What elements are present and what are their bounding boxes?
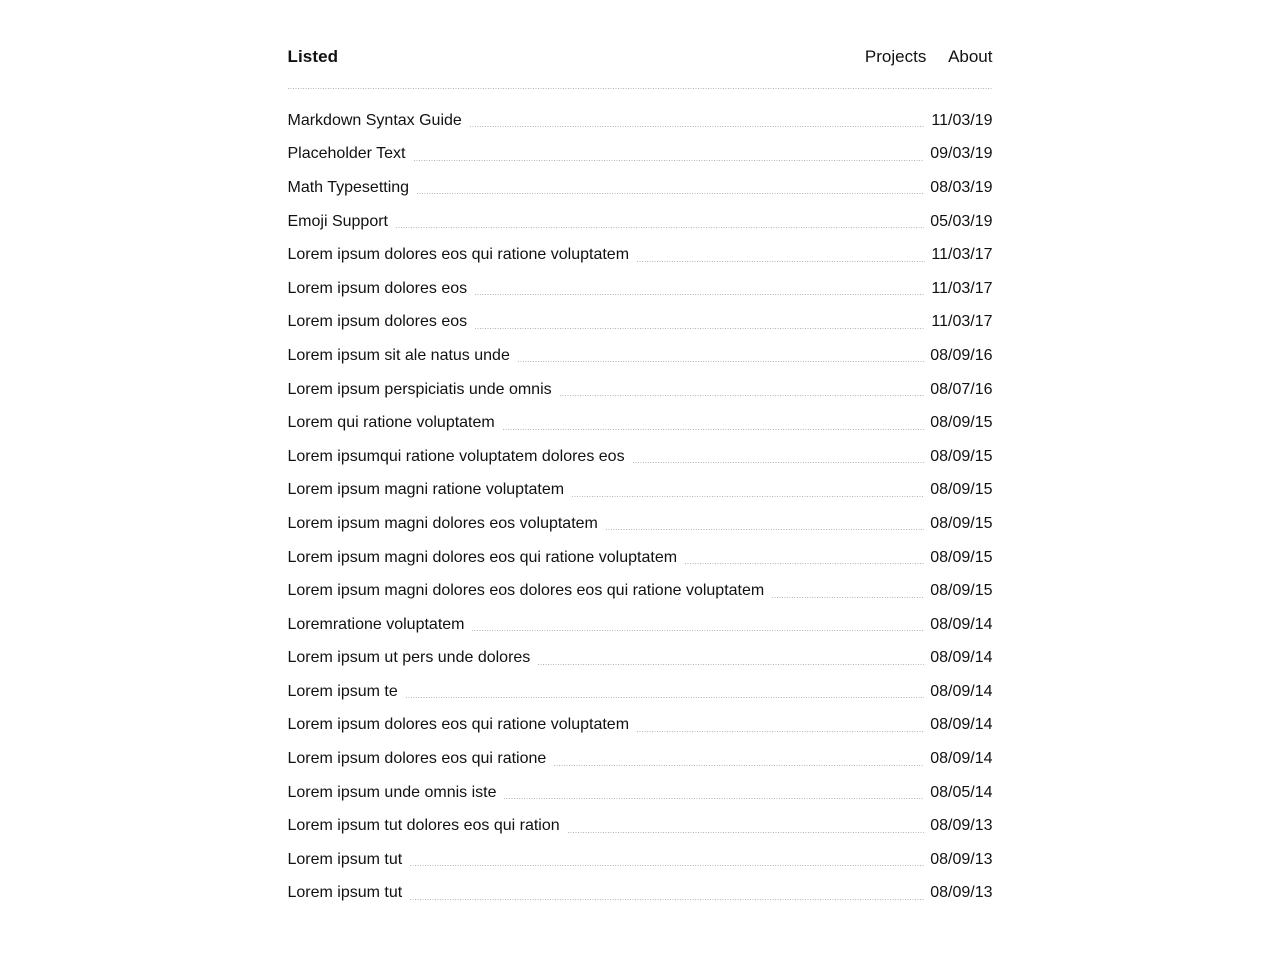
post-title-link[interactable]: Lorem ipsum magni dolores eos voluptatem <box>287 514 598 532</box>
post-date: 08/03/19 <box>930 178 993 196</box>
dotted-leader <box>504 798 924 799</box>
post-title-link[interactable]: Emoji Support <box>287 212 388 230</box>
post-list-item <box>288 171 993 205</box>
site-header <box>288 47 993 66</box>
dotted-leader <box>417 193 924 194</box>
dotted-leader <box>637 261 925 262</box>
post-list-item <box>288 608 993 642</box>
post-list-item <box>288 272 993 306</box>
post-date: 08/09/15 <box>930 447 993 465</box>
post-list-item <box>288 776 993 810</box>
post-date: 08/09/13 <box>930 817 993 835</box>
dotted-leader <box>414 160 925 161</box>
post-list-item <box>288 709 993 743</box>
dotted-leader <box>772 597 924 598</box>
post-date: 11/03/17 <box>931 279 993 297</box>
dotted-leader <box>554 765 924 766</box>
post-date: 08/09/15 <box>930 548 993 566</box>
post-date: 08/05/14 <box>930 783 993 801</box>
post-title-link[interactable]: Lorem ipsum dolores eos qui ratione voluptatem <box>287 716 630 734</box>
post-list <box>288 104 993 910</box>
dotted-leader <box>410 899 924 900</box>
dotted-leader <box>475 328 925 329</box>
post-title-link[interactable]: Lorem ipsum dolores eos <box>287 313 468 331</box>
post-title-link[interactable]: Lorem ipsum unde omnis iste <box>287 783 497 801</box>
post-title-link[interactable]: Lorem qui ratione voluptatem <box>287 414 495 432</box>
post-list-item <box>288 742 993 776</box>
dotted-leader <box>633 462 925 463</box>
post-title-link[interactable]: Math Typesetting <box>287 178 410 196</box>
dotted-leader <box>406 697 924 698</box>
post-date: 08/09/13 <box>930 850 993 868</box>
post-title-link[interactable]: Markdown Syntax Guide <box>287 111 462 129</box>
post-title-link[interactable]: Lorem ipsum perspiciatis unde omnis <box>287 380 552 398</box>
post-list-item <box>288 675 993 709</box>
post-list-item <box>288 507 993 541</box>
dotted-leader <box>572 496 924 497</box>
post-date: 08/09/14 <box>930 716 993 734</box>
dotted-leader <box>396 227 924 228</box>
dotted-leader <box>475 294 925 295</box>
post-list-item <box>288 541 993 575</box>
site-nav <box>848 47 993 66</box>
post-title-link[interactable]: Lorem ipsum sit ale natus unde <box>287 346 510 364</box>
dotted-leader <box>637 731 924 732</box>
dotted-leader <box>538 664 924 665</box>
post-list-item <box>288 104 993 138</box>
post-date: 08/09/14 <box>930 682 993 700</box>
post-title-link[interactable]: Lorem ipsum dolores eos qui ratione <box>287 750 547 768</box>
post-list-item <box>288 238 993 272</box>
post-date: 08/09/15 <box>930 481 993 499</box>
post-date: 05/03/19 <box>930 212 993 230</box>
post-title-link[interactable]: Loremratione voluptatem <box>287 615 465 633</box>
post-list-item <box>288 306 993 340</box>
nav-about[interactable]: About <box>948 47 993 66</box>
post-title-link[interactable]: Lorem ipsum dolores eos <box>287 279 468 297</box>
post-date: 11/03/17 <box>931 246 993 264</box>
post-list-item <box>288 373 993 407</box>
post-date: 08/09/15 <box>930 414 993 432</box>
post-list-item <box>288 205 993 239</box>
post-title-link[interactable]: Lorem ipsum te <box>287 682 398 700</box>
post-title-link[interactable]: Lorem ipsum tut <box>287 884 403 902</box>
post-date: 08/09/14 <box>930 615 993 633</box>
dotted-leader <box>472 630 924 631</box>
header-divider <box>288 88 993 89</box>
post-title-link[interactable]: Lorem ipsum ut pers unde dolores <box>287 649 531 667</box>
dotted-leader <box>685 563 924 564</box>
post-date: 08/09/14 <box>930 750 993 768</box>
dotted-leader <box>568 832 925 833</box>
post-date: 11/03/17 <box>931 313 993 331</box>
post-title-link[interactable]: Lorem ipsum magni ratione voluptatem <box>287 481 565 499</box>
post-date: 08/09/15 <box>930 582 993 600</box>
post-list-item <box>288 406 993 440</box>
post-date: 08/09/14 <box>930 649 993 667</box>
post-list-item <box>288 809 993 843</box>
page <box>288 0 993 959</box>
post-list-item <box>288 843 993 877</box>
post-list-item <box>288 474 993 508</box>
post-list-item <box>288 339 993 373</box>
post-title-link[interactable]: Lorem ipsum tut <box>287 850 403 868</box>
post-list-item <box>288 138 993 172</box>
post-list-item <box>288 642 993 676</box>
dotted-leader <box>606 529 924 530</box>
post-title-link[interactable]: Lorem ipsum magni dolores eos qui ratione voluptatem <box>287 548 678 566</box>
post-list-item <box>288 440 993 474</box>
dotted-leader <box>470 126 926 127</box>
post-title-link[interactable]: Placeholder Text <box>287 145 406 163</box>
nav-projects[interactable]: Projects <box>864 47 927 66</box>
dotted-leader <box>560 395 925 396</box>
dotted-leader <box>503 429 924 430</box>
post-list-item <box>288 574 993 608</box>
post-date: 08/09/15 <box>930 514 993 532</box>
post-date: 08/07/16 <box>930 380 993 398</box>
post-title-link[interactable]: Lorem ipsum magni dolores eos dolores eos qui ratione voluptatem <box>287 582 765 600</box>
post-list-item <box>288 877 993 911</box>
post-title-link[interactable]: Lorem ipsumqui ratione voluptatem dolores eos <box>287 447 625 465</box>
post-title-link[interactable]: Lorem ipsum dolores eos qui ratione voluptatem <box>287 246 630 264</box>
dotted-leader <box>410 865 924 866</box>
post-date: 11/03/19 <box>931 111 993 129</box>
post-title-link[interactable]: Lorem ipsum tut dolores eos qui ration <box>287 817 560 835</box>
post-date: 08/09/13 <box>930 884 993 902</box>
post-date: 08/09/16 <box>930 346 993 364</box>
post-date: 09/03/19 <box>930 145 993 163</box>
brand-link[interactable]: Listed <box>287 47 339 66</box>
dotted-leader <box>518 361 924 362</box>
